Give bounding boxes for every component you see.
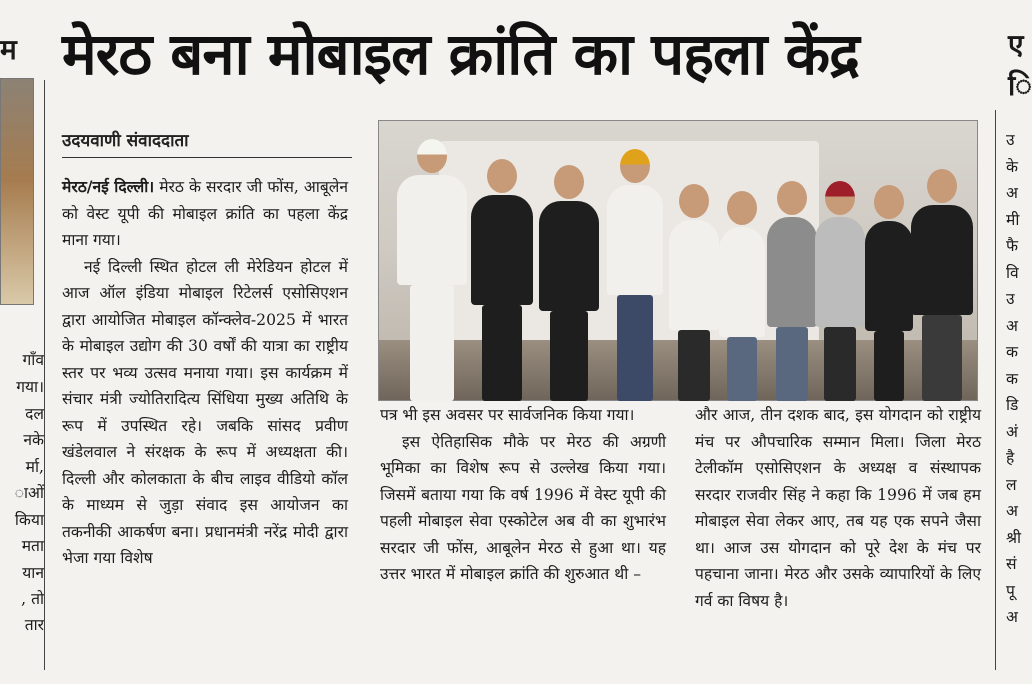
left-adjacent-headline: म — [0, 33, 17, 66]
dateline: मेरठ/नई दिल्ली। — [62, 177, 155, 196]
right-adjacent-text-fragment: क — [1006, 369, 1018, 388]
left-adjacent-text-fragment: यान — [22, 564, 44, 582]
right-adjacent-text-fragment: अ — [1006, 502, 1018, 520]
person-figure — [865, 177, 913, 401]
column-rule-left — [44, 80, 45, 670]
news-photo — [378, 120, 978, 401]
paragraph-4: इस ऐतिहासिक मौके पर मेरठ की अग्रणी भूमिका का विशेष रूप से उल्लेख किया गया। जिसमें बताया गया कि वर्ष 1996 में वेस्ट यूपी की पहली मोबाइल सेवा एस्कोटेल अब वी का शुभारंभ सरदार जी फोंस, आबूलेन मेरठ से हुआ था। यह उत्तर भारत में मोबाइल क्रांति की शुरुआत थी – — [380, 432, 666, 583]
left-adjacent-text-fragment: नके — [23, 431, 44, 449]
person-figure — [397, 131, 467, 401]
person-figure — [911, 161, 973, 401]
left-adjacent-text-fragment: तार — [24, 616, 44, 634]
person-figure — [815, 173, 865, 401]
left-adjacent-text-fragment: मता — [21, 537, 44, 555]
right-adjacent-text-fragment: के — [1006, 157, 1018, 176]
left-adjacent-text-fragment: किया — [14, 511, 44, 529]
left-adjacent-photo — [0, 78, 34, 305]
right-adjacent-text-fragment: मी — [1006, 210, 1020, 229]
right-adjacent-text-fragment: अ — [1006, 608, 1018, 626]
byline: उदयवाणी संवाददाता — [62, 128, 352, 158]
person-figure — [539, 157, 599, 401]
right-adjacent-text-fragment: उ — [1006, 290, 1015, 308]
article-headline: मेरठ बना मोबाइल क्रांति का पहला केंद्र — [62, 20, 859, 88]
article-column-1 — [62, 174, 348, 572]
right-adjacent-column — [1000, 0, 1032, 684]
article-column-3 — [695, 402, 981, 614]
person-figure — [767, 173, 817, 401]
left-adjacent-column — [0, 0, 48, 684]
right-adjacent-text-fragment: ल — [1006, 475, 1017, 494]
right-adjacent-text-fragment: अ — [1006, 184, 1018, 202]
right-adjacent-text-fragment: अ — [1006, 316, 1018, 335]
left-adjacent-text-fragment: ाओं — [14, 484, 44, 502]
right-adjacent-text-fragment: है — [1006, 449, 1015, 467]
person-figure — [471, 151, 533, 401]
right-adjacent-text-fragment: फै — [1006, 237, 1019, 255]
person-figure — [719, 183, 765, 401]
right-adjacent-headline-fragment: ए — [1008, 28, 1024, 61]
right-adjacent-text-fragment: श्री — [1006, 528, 1022, 547]
paragraph-1 — [62, 174, 348, 254]
right-adjacent-text-fragment: वि — [1006, 263, 1019, 282]
left-adjacent-text-fragment: र्मा, — [25, 458, 44, 476]
right-adjacent-text-fragment: पू — [1006, 581, 1015, 600]
paragraph-5: और आज, तीन दशक बाद, इस योगदान को राष्ट्रीय मंच पर औपचारिक सम्मान मिला। जिला मेरठ टेलीकॉम एसोसिएशन के अध्यक्ष व संस्थापक सरदार राजवीर सिंह ने कहा कि 1996 में जब हम मोबाइल सेवा लेकर आए, तब यह एक सपने जैसा था। आज उस योगदान को पूरे देश के मंच पर पहचाना जाना। मेरठ और उसके व्यापारियों के लिए गर्व का विषय है। — [695, 406, 981, 610]
right-adjacent-text-fragment: उ — [1006, 131, 1015, 149]
right-adjacent-text-fragment: सं — [1006, 555, 1017, 573]
left-adjacent-text-fragment: गाँव — [22, 351, 44, 369]
person-figure — [607, 141, 663, 401]
left-adjacent-text-fragment: , तो — [21, 590, 44, 608]
left-adjacent-text-fragment: गया। — [16, 378, 44, 396]
paragraph-2: नई दिल्ली स्थित होटल ली मेरेडियन होटल में आज ऑल इंडिया मोबाइल रिटेलर्स एसोसिएशन द्वारा आयोजित मोबाइल कॉन्क्लेव-2025 में भारत के मोबाइल उद्योग की 30 वर्षों की यात्रा का राष्ट्रीय स्तर पर भव्य उत्सव मनाया गया। इस कार्यक्रम में संचार मंत्री ज्योतिरादित्य सिंधिया मुख्य अतिथि के रूप में उपस्थित रहे। जबकि सांसद प्रवीण खंडेलवाल ने संरक्षक के रूप में अध्यक्षता की। दिल्ली और कोलकाता के बीच लाइव वीडियो कॉल के माध्यम से जुड़ा संवाद इस आयोजन का तकनीकी आकर्षण बना। प्रधानमंत्री नरेंद्र मोदी द्वारा भेजा गया विशेष — [62, 257, 348, 567]
right-adjacent-text-fragment: डि — [1006, 396, 1019, 414]
right-adjacent-text-fragment: अं — [1006, 422, 1018, 441]
right-adjacent-text-fragment: क — [1006, 343, 1018, 361]
left-adjacent-text-fragment: दल — [25, 405, 44, 423]
person-figure — [669, 176, 719, 401]
paragraph-3: पत्र भी इस अवसर पर सार्वजनिक किया गया। — [380, 406, 635, 424]
right-adjacent-headline-fragment: ि — [1008, 69, 1032, 102]
paragraph-1-text: मेरठ के सरदार जी फोंस, आबूलेन को वेस्ट यूपी की मोबाइल क्रांति का पहला केंद्र माना गया। — [62, 178, 348, 249]
article-column-2 — [380, 402, 666, 588]
column-rule-right — [995, 110, 996, 670]
